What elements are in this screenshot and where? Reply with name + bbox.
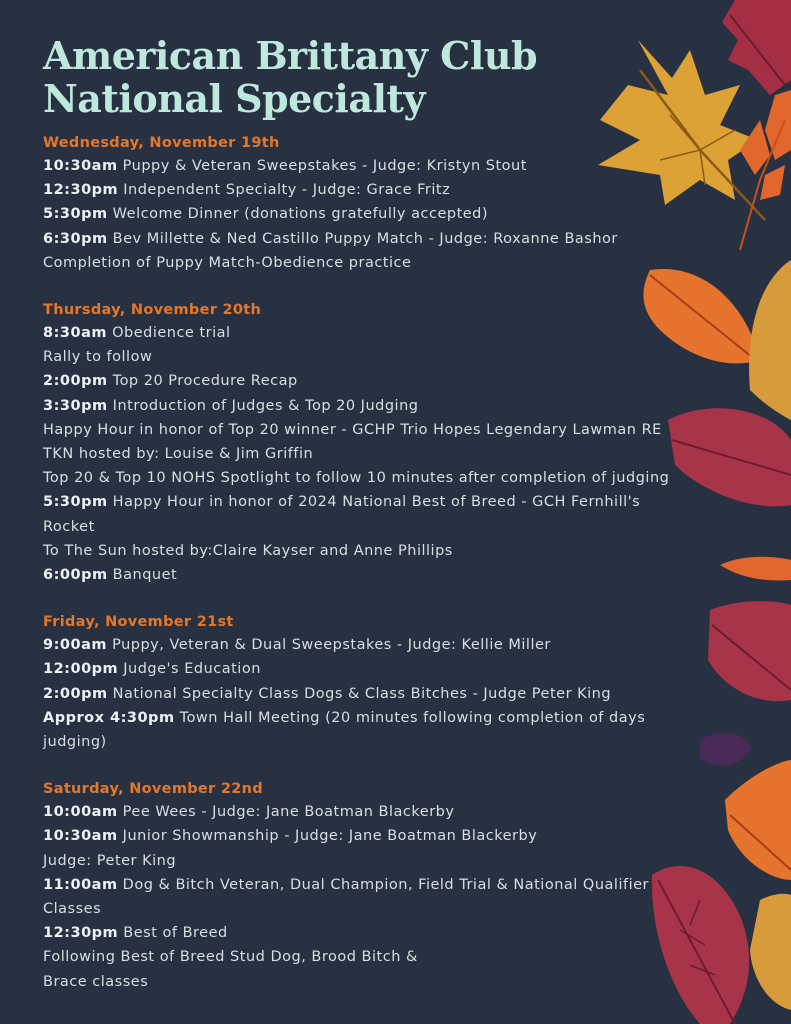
schedule-line: [43, 251, 683, 275]
event-time: 12:30pm: [43, 925, 119, 942]
event-text: Dog & Bitch Veteran, Dual Champion, Field Trial & National Qualifier: [117, 876, 649, 893]
event-time: 12:30pm: [43, 182, 119, 199]
event-text: National Specialty Class Dogs & Class Bitches - Judge Peter King: [107, 685, 612, 702]
autumn-leaf-icon: [700, 733, 752, 765]
event-text: Puppy & Veteran Sweepstakes - Judge: Kristyn Stout: [117, 158, 527, 174]
schedule-line: [43, 873, 683, 897]
event-text: TKN hosted by: Louise & Jim Griffin: [43, 446, 314, 463]
event-text: Banquet: [107, 567, 178, 584]
event-text: Town Hall Meeting (20 minutes following completion of days: [174, 709, 646, 726]
schedule-line: [43, 466, 683, 490]
event-time: 10:30am: [43, 828, 118, 845]
event-time: 6:30pm: [43, 230, 108, 247]
event-text: Happy Hour in honor of Top 20 winner - GCHP Trio Hopes Legendary Lawman RE: [43, 421, 662, 438]
schedule-line: [43, 657, 683, 681]
schedule-line: [43, 369, 683, 393]
day-heading: Friday, November 21st: [43, 614, 234, 631]
schedule-line: [43, 490, 683, 538]
autumn-leaf-icon: [668, 408, 791, 506]
autumn-leaf-icon: [749, 260, 791, 420]
event-time: 8:30am: [43, 325, 107, 342]
schedule-line: [43, 945, 683, 969]
event-text: Following Best of Breed Stud Dog, Brood Bitch &: [43, 949, 418, 966]
autumn-leaf-icon: [750, 894, 791, 1010]
event-text: Welcome Dinner (donations gratefully accepted): [107, 206, 489, 223]
schedule-line: [43, 633, 683, 657]
event-text: Classes: [43, 901, 102, 918]
schedule-line: [43, 345, 683, 369]
event-text: Happy Hour in honor of 2024 National Best of Breed - GCH Fernhill's Rocket: [43, 494, 641, 535]
event-time: 11:00am: [43, 876, 118, 893]
autumn-leaf-icon: [708, 601, 791, 701]
event-time: 9:00am: [43, 637, 107, 654]
schedule-line: [43, 682, 683, 706]
day-heading: Wednesday, November 19th: [43, 135, 280, 151]
event-text: Junior Showmanship - Judge: Jane Boatman Blackerby: [117, 828, 538, 845]
event-text: Completion of Puppy Match-Obedience practice: [43, 254, 412, 271]
schedule-line: [43, 539, 683, 563]
event-time: 3:30pm: [43, 397, 108, 414]
event-time: 6:00pm: [43, 567, 108, 584]
event-text: Rally to follow: [43, 349, 153, 366]
page-title: [43, 34, 683, 120]
event-time: 10:30am: [43, 158, 118, 174]
event-time: Approx 4:30pm: [43, 709, 175, 726]
schedule-line: [43, 921, 683, 945]
schedule-line: [43, 394, 683, 418]
event-text: To The Sun hosted by:Claire Kayser and Anne Phillips: [43, 542, 453, 559]
schedule-line: [43, 730, 683, 754]
day-section: [43, 778, 683, 994]
schedule-line: [43, 202, 683, 226]
event-text: Judge's Education: [118, 661, 261, 678]
event-time: 5:30pm: [43, 494, 108, 511]
schedule-line: [43, 178, 683, 202]
event-text: Brace classes: [43, 973, 149, 990]
schedule-line: [43, 970, 683, 994]
event-text: judging): [43, 734, 107, 751]
day-section: [43, 132, 683, 275]
event-text: Bev Millette & Ned Castillo Puppy Match - Judge: Roxanne Bashor: [107, 230, 618, 247]
schedule-line: [43, 897, 683, 921]
event-time: 2:00pm: [43, 373, 108, 390]
event-text: Judge: Peter King: [43, 852, 177, 869]
day-section: [43, 299, 683, 587]
maple-leaf-icon: [722, 0, 791, 95]
schedule-line: [43, 227, 683, 251]
event-time: 10:00am: [43, 804, 118, 821]
autumn-leaf-icon: [725, 760, 791, 880]
schedule-line: [43, 800, 683, 824]
event-time: 5:30pm: [43, 206, 108, 223]
autumn-leaf-icon: [740, 90, 791, 250]
event-text: Puppy, Veteran & Dual Sweepstakes - Judge: Kellie Miller: [106, 637, 551, 654]
event-text: Independent Specialty - Judge: Grace Fritz: [118, 182, 451, 199]
schedule-line: [43, 706, 683, 730]
event-time: 2:00pm: [43, 685, 108, 702]
schedule-line: [43, 824, 683, 848]
event-text: Pee Wees - Judge: Jane Boatman Blackerby: [117, 804, 455, 821]
schedule-line: [43, 849, 683, 873]
event-time: 12:00pm: [43, 661, 119, 678]
schedule-line: [43, 321, 683, 345]
event-text: Obedience trial: [106, 325, 231, 342]
schedule-content: [43, 34, 683, 994]
schedule-line: [43, 154, 683, 178]
event-text: Top 20 & Top 10 NOHS Spotlight to follow 10 minutes after completion of judging: [43, 470, 670, 487]
title-line-2: National Specialty: [43, 76, 426, 121]
day-section: [43, 611, 683, 754]
title-line-1: American Brittany Club: [43, 33, 538, 78]
schedule-line: [43, 418, 683, 442]
day-heading: Saturday, November 22nd: [43, 781, 263, 798]
event-text: Best of Breed: [118, 925, 228, 942]
schedule-line: [43, 442, 683, 466]
schedule-line: [43, 563, 683, 587]
event-text: Top 20 Procedure Recap: [107, 373, 298, 390]
event-text: Introduction of Judges & Top 20 Judging: [107, 397, 419, 414]
autumn-leaf-icon: [720, 557, 791, 581]
day-heading: Thursday, November 20th: [43, 302, 262, 319]
